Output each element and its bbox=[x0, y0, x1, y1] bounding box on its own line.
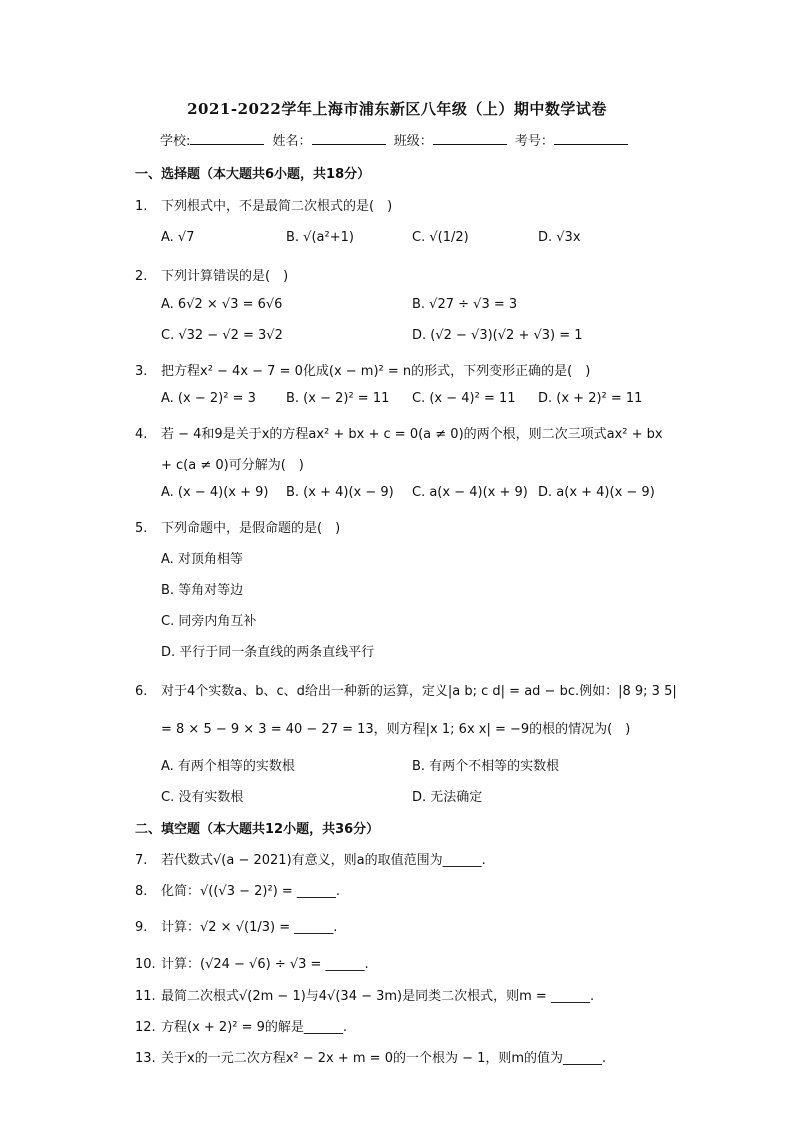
question-stem: 若代数式√(a − 2021)有意义，则a的取值范围为______. bbox=[161, 853, 486, 868]
question-stem: 下列命题中，是假命题的是( ) bbox=[161, 521, 341, 536]
question-number: 13. bbox=[135, 1051, 156, 1066]
question-3 bbox=[135, 360, 590, 379]
question-stem: 下列根式中，不是最简二次根式的是( ) bbox=[161, 199, 393, 214]
name-label: 姓名： bbox=[272, 134, 312, 149]
option-b: B. 有两个不相等的实数根 bbox=[412, 759, 560, 774]
option-c: C. a(x − 4)(x + 9) bbox=[412, 485, 528, 500]
option-d: D. 平行于同一条直线的两条直线平行 bbox=[161, 645, 375, 660]
page-title: 2021-2022学年上海市浦东新区八年级（上）期中数学试卷 bbox=[187, 100, 607, 118]
question-8 bbox=[135, 880, 340, 899]
name-field[interactable] bbox=[312, 132, 386, 145]
question-number: 1. bbox=[135, 199, 148, 214]
question-number: 9. bbox=[135, 920, 148, 935]
examno-label: 考号： bbox=[514, 134, 554, 149]
option-b: B. (x − 2)² = 11 bbox=[286, 391, 390, 406]
question-stem: 方程(x + 2)² = 9的解是______. bbox=[161, 1020, 348, 1035]
section-heading-choice: 一、选择题（本大题共6小题，共18分） bbox=[135, 167, 371, 182]
question-13 bbox=[135, 1047, 606, 1066]
option-a: A. (x − 4)(x + 9) bbox=[161, 485, 269, 500]
question-stem: 下列计算错误的是( ) bbox=[161, 269, 289, 284]
question-stem: 化简：√((√3 − 2)²) = ______. bbox=[161, 884, 341, 899]
question-5 bbox=[135, 517, 340, 536]
question-4 bbox=[135, 423, 663, 442]
option-d: D. (√2 − √3)(√2 + √3) = 1 bbox=[412, 328, 583, 343]
class-label: 班级： bbox=[393, 134, 433, 149]
question-number: 7. bbox=[135, 853, 148, 868]
question-number: 3. bbox=[135, 364, 148, 379]
question-stem: 最简二次根式√(2m − 1)与4√(34 − 3m)是同类二次根式，则m = ______. bbox=[161, 989, 595, 1004]
question-7 bbox=[135, 849, 486, 868]
section-heading-fill: 二、填空题（本大题共12小题，共36分） bbox=[135, 822, 380, 837]
question-stem-continued: = 8 × 5 − 9 × 3 = 40 − 27 = 13，则方程|x 1; 6x x| = −9的根的情况为( ) bbox=[161, 722, 631, 737]
option-d: D. 无法确定 bbox=[412, 790, 483, 805]
option-b: B. √(a²+1) bbox=[286, 230, 354, 245]
question-11 bbox=[135, 985, 594, 1004]
question-stem: 把方程x² − 4x − 7 = 0化成(x − m)² = n的形式，下列变形正确的是( ) bbox=[161, 364, 591, 379]
option-c: C. √32 − √2 = 3√2 bbox=[161, 328, 283, 343]
school-field[interactable] bbox=[190, 132, 264, 145]
question-number: 11. bbox=[135, 989, 156, 1004]
option-c: C. 没有实数根 bbox=[161, 790, 244, 805]
question-10 bbox=[135, 953, 369, 972]
option-a: A. (x − 2)² = 3 bbox=[161, 391, 256, 406]
question-stem: 若 − 4和9是关于x的方程ax² + bx + c = 0(a ≠ 0)的两个根，则二次三项式ax² + bx bbox=[161, 427, 663, 442]
question-stem: 关于x的一元二次方程x² − 2x + m = 0的一个根为 − 1，则m的值为______. bbox=[161, 1051, 607, 1066]
question-number: 2. bbox=[135, 269, 148, 284]
option-a: A. 有两个相等的实数根 bbox=[161, 759, 295, 774]
option-a: A. 6√2 × √3 = 6√6 bbox=[161, 297, 283, 312]
question-number: 8. bbox=[135, 884, 148, 899]
question-stem-continued: + c(a ≠ 0)可分解为( ) bbox=[161, 458, 304, 473]
question-2 bbox=[135, 265, 288, 284]
question-stem: 计算：√2 × √(1/3) = ______. bbox=[161, 920, 338, 935]
question-number: 5. bbox=[135, 521, 148, 536]
question-number: 12. bbox=[135, 1020, 156, 1035]
option-c: C. 同旁内角互补 bbox=[161, 614, 257, 629]
question-number: 6. bbox=[135, 684, 148, 699]
option-b: B. (x + 4)(x − 9) bbox=[286, 485, 394, 500]
question-number: 4. bbox=[135, 427, 148, 442]
examno-field[interactable] bbox=[554, 132, 628, 145]
option-b: B. 等角对等边 bbox=[161, 583, 244, 598]
option-b: B. √27 ÷ √3 = 3 bbox=[412, 297, 518, 312]
question-stem: 对于4个实数a、b、c、d给出一种新的运算，定义|a b; c d| = ad − bc.例如：|8 9; 3 5| bbox=[161, 684, 677, 699]
class-field[interactable] bbox=[433, 132, 507, 145]
option-c: C. (x − 4)² = 11 bbox=[412, 391, 516, 406]
question-12 bbox=[135, 1016, 347, 1035]
question-6 bbox=[135, 680, 677, 699]
student-info-line bbox=[160, 130, 632, 149]
option-d: D. a(x + 4)(x − 9) bbox=[538, 485, 655, 500]
option-a: A. 对顶角相等 bbox=[161, 552, 243, 567]
question-9 bbox=[135, 916, 337, 935]
option-c: C. √(1/2) bbox=[412, 230, 469, 245]
question-number: 10. bbox=[135, 957, 156, 972]
option-d: D. √3x bbox=[538, 230, 581, 245]
question-1 bbox=[135, 195, 392, 214]
question-stem: 计算：(√24 − √6) ÷ √3 = ______. bbox=[161, 957, 369, 972]
option-a: A. √7 bbox=[161, 230, 195, 245]
option-d: D. (x + 2)² = 11 bbox=[538, 391, 643, 406]
school-label: 学校: bbox=[160, 134, 191, 149]
